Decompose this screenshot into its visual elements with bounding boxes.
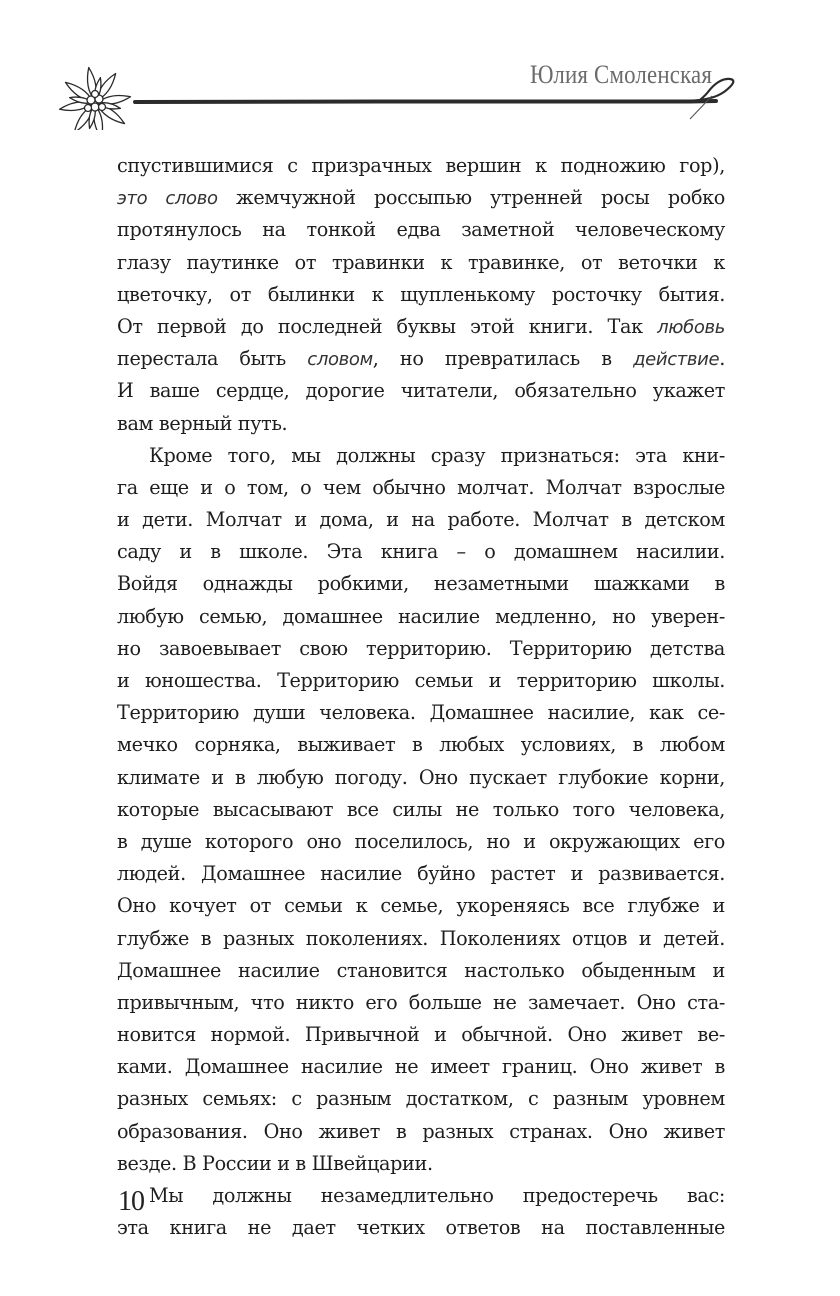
text-segment: цветочку, от былинки к щупленькому росточку бытия. [117,282,725,306]
text-segment: глубже в разных поколениях. Поколениях отцов и детей. [117,926,725,950]
italic-emphasis: любовь [657,316,725,338]
italic-emphasis: это слово [117,188,218,210]
text-segment: . [719,347,725,371]
body-text [117,150,725,1244]
text-line [117,826,725,858]
text-line [117,182,725,214]
text-line [117,601,725,633]
text-segment: Территорию души человека. Домашнее насилие, как се- [117,701,725,725]
text-line [117,1212,725,1244]
text-segment: и дети. Молчат и дома, и на работе. Молчат в детском [117,508,725,532]
header-ornament [0,0,840,130]
page-header [0,0,840,130]
text-line [117,1116,725,1148]
text-segment: Мы должны незамедлительно предостеречь вас: [149,1184,725,1207]
running-head-author: Юлия Смоленская [530,60,713,89]
text-segment: в душе которого оно поселилось, но и окружающих его [117,829,725,853]
text-line [117,440,725,472]
text-segment: перестала быть [117,347,308,371]
text-segment: жемчужной россыпью утренней росы робко [217,186,725,210]
text-line [117,1019,725,1051]
text-segment: саду и в школе. Эта книга – о домашнем насилии. [117,540,725,564]
text-segment: разных семьях: с разным достатком, с разным уровнем [117,1087,725,1111]
text-line [117,633,725,665]
page-number: 10 [118,1186,144,1217]
text-segment: но завоевывает свою территорию. Территорию детства [117,636,725,660]
text-segment: Домашнее насилие становится настолько обыденным и [117,958,725,982]
text-line [117,408,725,440]
text-line [117,697,725,729]
text-line [117,472,725,504]
text-line [117,1148,725,1180]
text-line [117,1083,725,1115]
text-line [117,794,725,826]
text-segment: От первой до последней буквы этой книги. Так [117,314,658,338]
text-segment: Кроме того, мы должны сразу признаться: эта кни- [149,443,725,467]
text-segment: га еще и о том, о чем обычно молчат. Молчат взрослые [117,475,725,499]
text-segment: мечко сорняка, выживает в любых условиях, в любом [117,733,725,757]
text-segment: спустившимися с призрачных вершин к подножию гор), [117,154,725,177]
text-segment: которые высасывают все силы не только того человека, [117,797,725,821]
text-line [117,214,725,246]
text-segment: ками. Домашнее насилие не имеет границ. Оно живет в [117,1055,725,1079]
italic-emphasis: словом [307,349,373,371]
text-line [117,858,725,890]
text-line [117,1051,725,1083]
text-segment: образования. Оно живет в разных странах. Оно живет [117,1119,725,1143]
text-segment: эта книга не дает четких ответов на поставленные [117,1216,725,1240]
text-line [117,1180,725,1212]
text-line [117,150,725,182]
text-segment: протянулось на тонкой едва заметной человеческому [117,218,725,242]
text-segment: новится нормой. Привычной и обычной. Оно живет ве- [117,1023,725,1047]
text-line [117,987,725,1019]
text-line [117,568,725,600]
text-segment: глазу паутинке от травинки к травинке, от веточки к [117,250,725,274]
italic-emphasis: действие [633,349,720,371]
text-line [117,247,725,279]
text-segment: везде. В России и в Швейцарии. [117,1151,433,1175]
text-line [117,504,725,536]
text-line [117,923,725,955]
text-segment: любую семью, домашнее насилие медленно, но уверен- [117,604,725,628]
text-segment: вам верный путь. [117,411,288,435]
text-line [117,955,725,987]
text-line [117,375,725,407]
text-line [117,536,725,568]
text-line [117,762,725,794]
edelweiss-flower-icon [59,67,131,130]
text-segment: И ваше сердце, дорогие читатели, обязательно укажет [117,379,725,403]
text-segment: Оно кочует от семьи к семье, укореняясь все глубже и [117,894,725,918]
text-segment: климате и в любую погоду. Оно пускает глубокие корни, [117,765,725,789]
text-line [117,665,725,697]
text-segment: Войдя однажды робкими, незаметными шажками в [117,572,725,596]
text-line [117,729,725,761]
text-segment: привычным, что никто его больше не замечает. Оно ста- [117,990,725,1014]
header-rule [135,101,716,102]
text-segment: и юношества. Территорию семьи и территорию школы. [117,669,725,692]
text-line [117,890,725,922]
text-line [117,279,725,311]
text-line [117,343,725,375]
text-segment: людей. Домашнее насилие буйно растет и развивается. [117,862,725,886]
text-line [117,311,725,343]
text-segment: , но превратилась в [372,347,634,371]
